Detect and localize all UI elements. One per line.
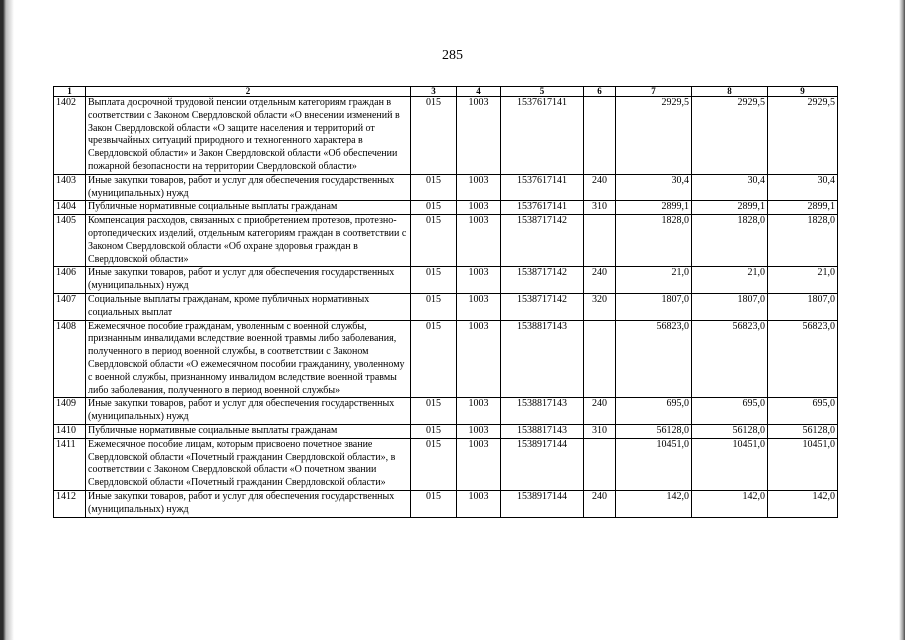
row-amount-2-cell: 2929,5	[692, 97, 768, 175]
row-amount-2-cell: 21,0	[692, 267, 768, 294]
row-code-cell: 1409	[54, 398, 86, 425]
row-target-code-cell: 1538917144	[501, 490, 584, 517]
row-section-code-cell: 1003	[457, 174, 501, 201]
row-name-cell: Иные закупки товаров, работ и услуг для обеспечения государственных (муниципальных) нужд	[86, 267, 411, 294]
row-target-code-cell: 1538817143	[501, 398, 584, 425]
row-expense-type-cell	[584, 438, 616, 490]
row-amount-3-cell: 2929,5	[768, 97, 838, 175]
table-row	[54, 215, 838, 267]
row-expense-type-cell	[584, 97, 616, 175]
row-code-cell: 1410	[54, 424, 86, 438]
row-admin-code-cell: 015	[411, 97, 457, 175]
table-row	[54, 438, 838, 490]
row-name-cell: Иные закупки товаров, работ и услуг для обеспечения государственных (муниципальных) нужд	[86, 174, 411, 201]
row-section-code-cell: 1003	[457, 97, 501, 175]
table-row	[54, 320, 838, 398]
row-amount-1-cell: 56823,0	[616, 320, 692, 398]
row-amount-2-cell: 2899,1	[692, 201, 768, 215]
row-admin-code-cell: 015	[411, 174, 457, 201]
row-amount-2-cell: 142,0	[692, 490, 768, 517]
row-amount-1-cell: 56128,0	[616, 424, 692, 438]
scan-right-edge	[899, 0, 905, 640]
row-target-code-cell: 1537617141	[501, 174, 584, 201]
row-section-code-cell: 1003	[457, 438, 501, 490]
row-amount-1-cell: 30,4	[616, 174, 692, 201]
table-row	[54, 398, 838, 425]
row-target-code-cell: 1538717142	[501, 215, 584, 267]
page-number: 285	[442, 48, 463, 63]
header-cell: 3	[411, 87, 457, 97]
header-cell: 2	[86, 87, 411, 97]
row-section-code-cell: 1003	[457, 267, 501, 294]
table-row	[54, 267, 838, 294]
header-cell: 4	[457, 87, 501, 97]
table-row	[54, 174, 838, 201]
row-expense-type-cell: 240	[584, 398, 616, 425]
row-target-code-cell: 1538917144	[501, 438, 584, 490]
row-admin-code-cell: 015	[411, 490, 457, 517]
row-code-cell: 1412	[54, 490, 86, 517]
header-cell: 1	[54, 87, 86, 97]
row-admin-code-cell: 015	[411, 201, 457, 215]
row-name-cell: Иные закупки товаров, работ и услуг для обеспечения государственных (муниципальных) нужд	[86, 398, 411, 425]
row-admin-code-cell: 015	[411, 438, 457, 490]
row-amount-1-cell: 695,0	[616, 398, 692, 425]
table-row	[54, 201, 838, 215]
row-name-cell: Публичные нормативные социальные выплаты гражданам	[86, 424, 411, 438]
row-section-code-cell: 1003	[457, 293, 501, 320]
row-amount-1-cell: 21,0	[616, 267, 692, 294]
row-amount-3-cell: 10451,0	[768, 438, 838, 490]
row-code-cell: 1402	[54, 97, 86, 175]
row-admin-code-cell: 015	[411, 320, 457, 398]
row-name-cell: Социальные выплаты гражданам, кроме публичных нормативных социальных выплат	[86, 293, 411, 320]
row-amount-2-cell: 30,4	[692, 174, 768, 201]
row-target-code-cell: 1538717142	[501, 267, 584, 294]
row-name-cell: Ежемесячное пособие лицам, которым присвоено почетное звание Свердловской области «Почетный гражданин Свердловской области», в соответствии с Законом Свердловской области «О почетном звании Свердловской области «Почетный гражданин Свердловской области»	[86, 438, 411, 490]
table-row	[54, 293, 838, 320]
header-row	[54, 87, 838, 97]
row-amount-2-cell: 56128,0	[692, 424, 768, 438]
row-amount-2-cell: 695,0	[692, 398, 768, 425]
row-admin-code-cell: 015	[411, 215, 457, 267]
row-name-cell: Выплата досрочной трудовой пенсии отдельным категориям граждан в соответствии с Законом Свердловской области «О внесении изменений в Закон Свердловской области «О защите населения и территорий от чрезвычайных ситуаций природного и техногенного характера в Свердловской области» и Закон Свердловской области «Об обеспечении пожарной безопасности на территории Свердловской области»	[86, 97, 411, 175]
row-amount-3-cell: 695,0	[768, 398, 838, 425]
table-row	[54, 97, 838, 175]
budget-table	[53, 86, 838, 518]
row-section-code-cell: 1003	[457, 424, 501, 438]
row-expense-type-cell: 320	[584, 293, 616, 320]
row-amount-1-cell: 142,0	[616, 490, 692, 517]
table-row	[54, 424, 838, 438]
row-target-code-cell: 1537617141	[501, 201, 584, 215]
row-code-cell: 1406	[54, 267, 86, 294]
row-amount-1-cell: 1828,0	[616, 215, 692, 267]
row-code-cell: 1411	[54, 438, 86, 490]
row-admin-code-cell: 015	[411, 398, 457, 425]
row-amount-2-cell: 10451,0	[692, 438, 768, 490]
row-amount-3-cell: 56128,0	[768, 424, 838, 438]
header-cell: 8	[692, 87, 768, 97]
row-section-code-cell: 1003	[457, 490, 501, 517]
header-cell: 7	[616, 87, 692, 97]
row-amount-3-cell: 56823,0	[768, 320, 838, 398]
row-name-cell: Иные закупки товаров, работ и услуг для обеспечения государственных (муниципальных) нужд	[86, 490, 411, 517]
row-name-cell: Публичные нормативные социальные выплаты гражданам	[86, 201, 411, 215]
row-amount-1-cell: 1807,0	[616, 293, 692, 320]
row-amount-3-cell: 142,0	[768, 490, 838, 517]
row-amount-3-cell: 1807,0	[768, 293, 838, 320]
row-name-cell: Ежемесячное пособие гражданам, уволенным с военной службы, признанным инвалидами вследствие военной травмы либо заболевания, полученного в период военной службы, в соответствии с Законом Свердловской области «О ежемесячном пособии гражданину, уволенному с военной службы, признанному инвалидом вследствие военной травмы либо заболевания, полученного в период военной службы»	[86, 320, 411, 398]
row-expense-type-cell: 310	[584, 201, 616, 215]
row-amount-3-cell: 2899,1	[768, 201, 838, 215]
row-section-code-cell: 1003	[457, 398, 501, 425]
row-target-code-cell: 1538717142	[501, 293, 584, 320]
row-code-cell: 1407	[54, 293, 86, 320]
row-code-cell: 1408	[54, 320, 86, 398]
row-admin-code-cell: 015	[411, 267, 457, 294]
row-amount-2-cell: 56823,0	[692, 320, 768, 398]
row-amount-1-cell: 2929,5	[616, 97, 692, 175]
row-expense-type-cell	[584, 215, 616, 267]
row-expense-type-cell	[584, 320, 616, 398]
row-section-code-cell: 1003	[457, 320, 501, 398]
row-target-code-cell: 1538817143	[501, 320, 584, 398]
row-name-cell: Компенсация расходов, связанных с приобретением протезов, протезно-ортопедических изделий, отдельным категориям граждан в соответствии с Законом Свердловской области «Об охране здоровья граждан в Свердловской области»	[86, 215, 411, 267]
header-cell: 9	[768, 87, 838, 97]
row-amount-2-cell: 1828,0	[692, 215, 768, 267]
row-expense-type-cell: 240	[584, 490, 616, 517]
header-cell: 5	[501, 87, 584, 97]
header-cell: 6	[584, 87, 616, 97]
row-admin-code-cell: 015	[411, 424, 457, 438]
row-amount-1-cell: 2899,1	[616, 201, 692, 215]
row-amount-1-cell: 10451,0	[616, 438, 692, 490]
row-code-cell: 1403	[54, 174, 86, 201]
row-amount-2-cell: 1807,0	[692, 293, 768, 320]
row-code-cell: 1405	[54, 215, 86, 267]
row-expense-type-cell: 240	[584, 267, 616, 294]
scan-left-edge	[0, 0, 14, 640]
row-section-code-cell: 1003	[457, 201, 501, 215]
row-admin-code-cell: 015	[411, 293, 457, 320]
row-section-code-cell: 1003	[457, 215, 501, 267]
row-amount-3-cell: 30,4	[768, 174, 838, 201]
table-row	[54, 490, 838, 517]
row-target-code-cell: 1537617141	[501, 97, 584, 175]
row-expense-type-cell: 310	[584, 424, 616, 438]
row-amount-3-cell: 21,0	[768, 267, 838, 294]
row-target-code-cell: 1538817143	[501, 424, 584, 438]
row-expense-type-cell: 240	[584, 174, 616, 201]
row-amount-3-cell: 1828,0	[768, 215, 838, 267]
row-code-cell: 1404	[54, 201, 86, 215]
